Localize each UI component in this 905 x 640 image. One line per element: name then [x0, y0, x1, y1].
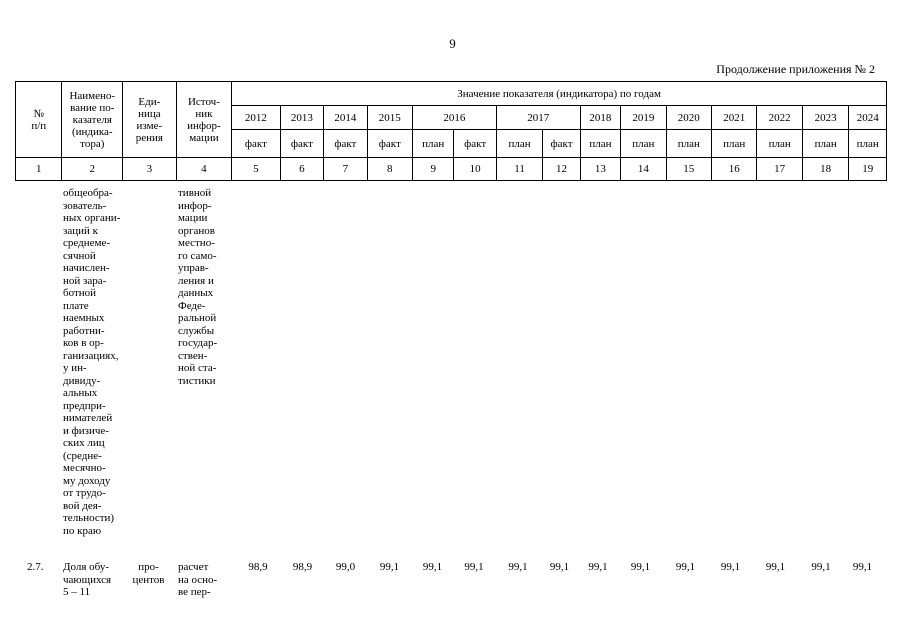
year-cell: 2016 [413, 106, 497, 130]
col-number: 9 [413, 158, 454, 181]
value-2017-fact: 99,1 [549, 561, 570, 573]
year-cell: 2018 [580, 106, 620, 130]
year-cell: 2022 [757, 106, 802, 130]
continued-source-text: тивной инфор- мации органов местно- го само- управ- ления и данных Феде- ральной службы государ- ствен- ной ста- тистики [178, 187, 218, 387]
col-number: 16 [712, 158, 757, 181]
value-2016-fact: 99,1 [464, 561, 484, 573]
value-2023: 99,1 [811, 561, 831, 573]
value-2022: 99,1 [765, 561, 786, 573]
header-num: № п/п [16, 82, 62, 158]
year-cell: 2015 [367, 106, 412, 130]
value-2024: 99,1 [852, 561, 873, 573]
year-cell: 2017 [496, 106, 580, 130]
type-cell: план [802, 130, 848, 158]
header-name: Наимено- вание по- казателя (индика- тора) [62, 82, 123, 158]
value-2018: 99,1 [588, 561, 608, 573]
col-number: 19 [849, 158, 887, 181]
value-2021: 99,1 [720, 561, 741, 573]
header-source: Источ- ник инфор- мации [176, 82, 232, 158]
indicator-table-header [15, 81, 887, 181]
col-number: 4 [176, 158, 232, 181]
year-cell: 2019 [621, 106, 666, 130]
col-number: 7 [324, 158, 367, 181]
header-unit: Еди- ница изме- рения [123, 82, 177, 158]
col-number: 10 [454, 158, 496, 181]
col-number: 2 [62, 158, 123, 181]
type-cell: факт [324, 130, 367, 158]
col-number: 17 [757, 158, 802, 181]
type-cell: факт [543, 130, 580, 158]
value-2015: 99,1 [379, 561, 400, 573]
type-cell: факт [454, 130, 496, 158]
header-values-group: Значение показателя (индикатора) по годам [232, 82, 887, 106]
type-cell: план [666, 130, 711, 158]
col-number: 11 [496, 158, 542, 181]
continuation-label: Продолжение приложения № 2 [716, 62, 875, 76]
value-2012: 98,9 [248, 561, 268, 573]
year-cell: 2021 [712, 106, 757, 130]
continued-indicator-name: общеобра- зователь- ных органи- заций к среднеме- сячной начислен- ной зара- ботной плате наемных работни- ков в ор- ганизациях, у ин- дивиду- альных предпри- нимателей и физиче- ских лиц (средне- месячно- му доходу от трудо- вой дея- тельности) по краю [63, 187, 121, 537]
col-number: 1 [16, 158, 62, 181]
col-number: 12 [543, 158, 580, 181]
type-cell: план [580, 130, 620, 158]
type-cell: план [496, 130, 542, 158]
value-2013: 98,9 [292, 561, 313, 573]
type-cell: факт [367, 130, 412, 158]
row-2-7-source: расчет на осно- ве пер- [178, 561, 218, 598]
col-number: 18 [802, 158, 848, 181]
col-number: 8 [367, 158, 412, 181]
value-2017-plan: 99,1 [508, 561, 528, 573]
value-2020: 99,1 [675, 561, 696, 573]
row-2-7-name: Доля обу- чающихся 5 – 11 [63, 561, 112, 598]
type-cell: план [413, 130, 454, 158]
col-number: 15 [666, 158, 711, 181]
value-2019: 99,1 [630, 561, 651, 573]
col-number: 13 [580, 158, 620, 181]
col-number: 6 [280, 158, 323, 181]
year-cell: 2023 [802, 106, 848, 130]
year-cell: 2014 [324, 106, 367, 130]
col-number: 14 [621, 158, 666, 181]
type-cell: план [712, 130, 757, 158]
row-2-7-unit: про- центов [132, 561, 165, 586]
col-number: 5 [232, 158, 280, 181]
col-number: 3 [123, 158, 177, 181]
year-cell: 2013 [280, 106, 323, 130]
type-cell: факт [232, 130, 280, 158]
year-cell: 2012 [232, 106, 280, 130]
value-2014: 99,0 [335, 561, 356, 573]
type-cell: факт [280, 130, 323, 158]
type-cell: план [757, 130, 802, 158]
row-2-7-number: 2.7. [27, 561, 44, 573]
type-cell: план [621, 130, 666, 158]
year-cell: 2024 [849, 106, 887, 130]
value-2016-plan: 99,1 [422, 561, 443, 573]
type-cell: план [849, 130, 887, 158]
year-cell: 2020 [666, 106, 711, 130]
page-number: 9 [449, 36, 456, 51]
